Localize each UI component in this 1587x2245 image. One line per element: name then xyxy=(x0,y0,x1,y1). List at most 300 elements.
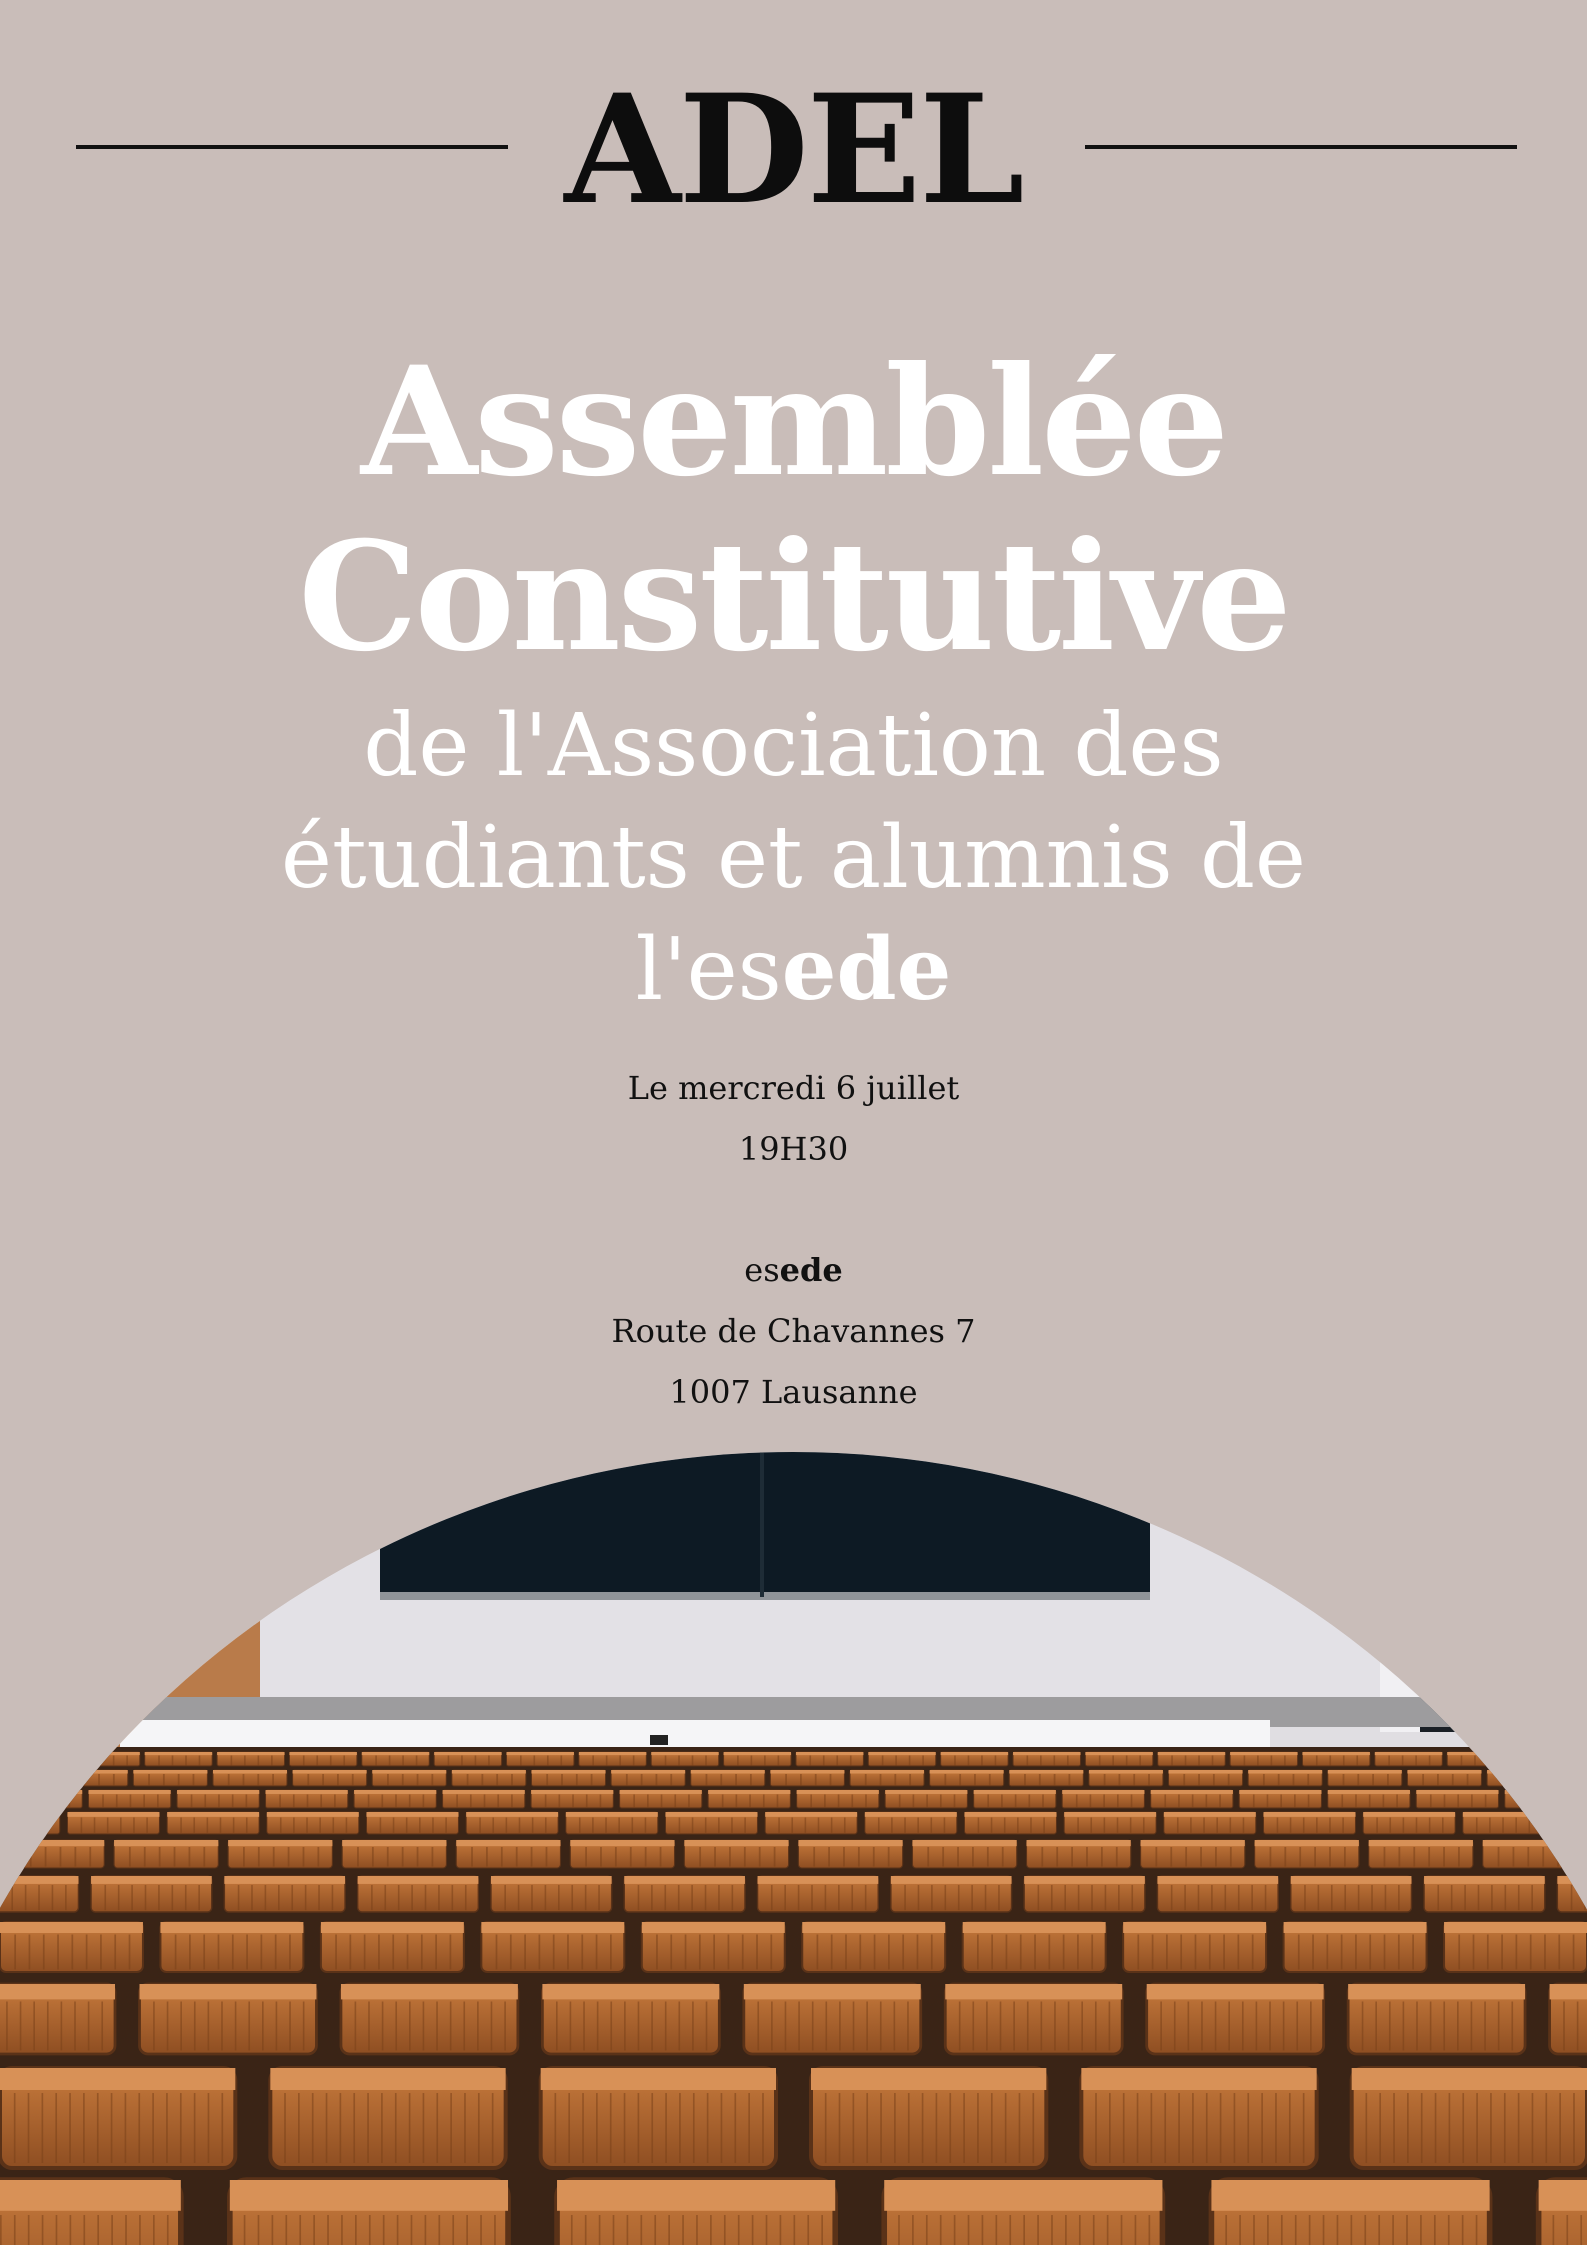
seat-slat xyxy=(1119,1774,1121,1785)
seat-slat xyxy=(1489,1818,1491,1833)
event-date: Le mercredi 6 juillet xyxy=(627,1069,960,1107)
seat-slat xyxy=(146,1818,148,1833)
seat-top-rail xyxy=(758,1876,879,1884)
seat-top-rail xyxy=(177,1790,259,1794)
seat-slat xyxy=(707,2093,709,2163)
seat-top-rail xyxy=(642,1922,785,1933)
seat-slat xyxy=(1178,1795,1180,1808)
seat-slat xyxy=(1529,1818,1531,1833)
seat-slat xyxy=(139,2215,141,2245)
seat-top-rail xyxy=(1081,2068,1316,2090)
seat-slat xyxy=(1032,2093,1034,2163)
seat-top-rail xyxy=(566,1812,658,1817)
seat-slat xyxy=(878,1818,880,1833)
seat-slat xyxy=(1402,1756,1404,1766)
seat-top-rail xyxy=(321,1922,464,1933)
seat-top-rail xyxy=(342,1840,446,1846)
seat-top-rail xyxy=(1158,1752,1225,1755)
seat-top-rail xyxy=(770,1770,844,1774)
seat-slat xyxy=(494,2215,496,2245)
seat-slat xyxy=(221,2002,223,2051)
seat-slat xyxy=(163,1774,165,1785)
seat-slat xyxy=(1170,1847,1172,1867)
seat-slat xyxy=(86,1935,88,1970)
seat-slat xyxy=(1041,2002,1043,2051)
seat-slat xyxy=(1139,1756,1141,1766)
seat-top-rail xyxy=(228,1840,332,1846)
seat-slat xyxy=(303,1756,305,1766)
seat-slat xyxy=(477,2002,479,2051)
seat-slat xyxy=(1504,2093,1506,2163)
seat-slat xyxy=(1542,1818,1544,1833)
seat-slat xyxy=(1398,1935,1400,1970)
seat-slat xyxy=(1369,1795,1371,1808)
seat-top-rail xyxy=(964,1812,1056,1817)
seat-slat xyxy=(706,2002,708,2051)
seat-slat xyxy=(258,2215,260,2245)
seat-slat xyxy=(692,1818,694,1833)
seat-slat xyxy=(865,1795,867,1808)
seat-slat xyxy=(918,1885,920,1910)
seat-slat xyxy=(907,2002,909,2051)
seat-slat xyxy=(70,2215,72,2245)
seat-top-rail xyxy=(0,1840,104,1846)
seat-slat xyxy=(1206,1795,1208,1808)
seat-slat xyxy=(185,1885,187,1910)
seat-slat xyxy=(805,1818,807,1833)
header-rule-right xyxy=(1085,145,1517,149)
seat-slat xyxy=(1487,1935,1489,1970)
seat-slat xyxy=(944,1818,946,1833)
seat-slat xyxy=(1443,1847,1445,1867)
seat-slat xyxy=(654,2215,656,2245)
seat-slat xyxy=(406,1818,408,1833)
seat-slat xyxy=(982,2215,984,2245)
seat-slat xyxy=(416,1756,418,1766)
seat-top-rail xyxy=(684,1840,788,1846)
seat-top-rail xyxy=(0,1984,115,1999)
seat-top-rail xyxy=(452,1770,526,1774)
seat-slat xyxy=(1303,2093,1305,2163)
seat-slat xyxy=(467,1774,469,1785)
seat-top-rail xyxy=(456,1840,560,1846)
seat-slat xyxy=(238,1885,240,1910)
seat-slat xyxy=(55,1795,57,1808)
seat-slat xyxy=(276,2002,278,2051)
seat-slat xyxy=(1448,2215,1450,2245)
seat-slat xyxy=(193,1818,195,1833)
seat-top-rail xyxy=(865,1812,957,1817)
seat-top-rail xyxy=(434,1752,501,1755)
seat-slat xyxy=(20,2002,22,2051)
seat-slat xyxy=(571,2215,573,2245)
seat-slat xyxy=(665,2002,667,2051)
seat-slat xyxy=(968,1756,970,1766)
seat-slat xyxy=(1151,2093,1153,2163)
seat-top-rail xyxy=(1424,1876,1545,1884)
seat-slat xyxy=(1342,1818,1344,1833)
seat-slat xyxy=(279,1795,281,1808)
seat-top-rail xyxy=(765,1812,857,1817)
seat-slat xyxy=(1093,2215,1095,2245)
seat-slat xyxy=(289,1935,291,1970)
seat-slat xyxy=(1428,1847,1430,1867)
seat-slat xyxy=(407,1935,409,1970)
seat-slat xyxy=(130,1795,132,1808)
seat-slat xyxy=(27,1756,29,1766)
subtitle-line-3-prefix: l'es xyxy=(635,920,782,1020)
seat-slat xyxy=(1329,1756,1331,1766)
seat-slat xyxy=(1091,1885,1093,1910)
seat-slat xyxy=(101,2002,103,2051)
seat-slat xyxy=(1467,1774,1469,1785)
seat-slat xyxy=(1464,1885,1466,1910)
seat-slat xyxy=(1429,1818,1431,1833)
seat-slat xyxy=(585,1847,587,1867)
seat-slat xyxy=(45,1847,47,1867)
seat-slat xyxy=(395,2002,397,2051)
seat-top-rail xyxy=(0,1922,143,1933)
seat-slat xyxy=(1185,1847,1187,1867)
seat-slat xyxy=(94,1818,96,1833)
seat-slat xyxy=(539,1935,541,1970)
seat-slat xyxy=(436,2002,438,2051)
seat-slat xyxy=(1095,2002,1097,2051)
seat-slat xyxy=(1434,2215,1436,2245)
seat-slat xyxy=(1219,1795,1221,1808)
seat-slat xyxy=(1560,1756,1562,1766)
seat-slat xyxy=(387,1774,389,1785)
seat-slat xyxy=(971,1885,973,1910)
seat-slat xyxy=(880,2002,882,2051)
seat-top-rail xyxy=(1024,1876,1145,1884)
seat-slat xyxy=(1458,1847,1460,1867)
seat-slat xyxy=(30,1847,32,1867)
seat-top-rail xyxy=(1169,1770,1243,1774)
seat-top-rail xyxy=(1264,1812,1356,1817)
seat-slat xyxy=(610,2093,612,2163)
seat-slat xyxy=(1077,1935,1079,1970)
seat-slat xyxy=(699,1935,701,1970)
seat-slat xyxy=(981,1756,983,1766)
seat-slat xyxy=(1574,1756,1576,1766)
seat-slat xyxy=(728,1935,730,1970)
seat-back xyxy=(0,1812,60,1834)
seat-slat xyxy=(312,2093,314,2163)
seat-slat xyxy=(1039,1774,1041,1785)
location-street: Route de Chavannes 7 xyxy=(611,1312,976,1350)
event-datetime xyxy=(0,1058,1587,1180)
seat-slat xyxy=(1329,1818,1331,1833)
seat-slat xyxy=(180,2002,182,2051)
seat-slat xyxy=(235,2002,237,2051)
seat-top-rail xyxy=(811,2068,1046,2090)
seat-slat xyxy=(1271,1756,1273,1766)
seat-slat xyxy=(1462,2093,1464,2163)
seat-slat xyxy=(432,1818,434,1833)
seat-slat xyxy=(1192,2093,1194,2163)
seat-slat xyxy=(368,2002,370,2051)
seat-slat xyxy=(596,2093,598,2163)
seat-slat xyxy=(1143,1818,1145,1833)
seat-slat xyxy=(1253,1795,1255,1808)
seat-slat xyxy=(1183,1774,1185,1785)
seat-slat xyxy=(111,2093,113,2163)
seat-slat xyxy=(180,1818,182,1833)
seat-slat xyxy=(194,2093,196,2163)
location-city: 1007 Lausanne xyxy=(669,1373,918,1411)
seat-top-rail xyxy=(491,1876,612,1884)
seat-slat xyxy=(353,2093,355,2163)
seat-slat xyxy=(1388,1756,1390,1766)
seat-slat xyxy=(724,2215,726,2245)
seat-slat xyxy=(208,2093,210,2163)
seat-slat xyxy=(737,1756,739,1766)
seat-slat xyxy=(488,1756,490,1766)
seat-slat xyxy=(531,1885,533,1910)
seat-slat xyxy=(917,1818,919,1833)
seat-slat xyxy=(699,1847,701,1867)
subtitle-line-2: étudiants et alumnis de xyxy=(281,808,1306,908)
seat-slat xyxy=(42,2093,44,2163)
seat-slat xyxy=(1442,1818,1444,1833)
seat-slat xyxy=(218,1795,220,1808)
seat-slat xyxy=(959,1774,961,1785)
seat-slat xyxy=(823,1756,825,1766)
seat-slat xyxy=(679,1818,681,1833)
seat-slat xyxy=(29,1935,31,1970)
seat-slat xyxy=(1378,2215,1380,2245)
seat-slat xyxy=(843,1847,845,1867)
seat-slat xyxy=(1485,1795,1487,1808)
seat-slat xyxy=(1002,1847,1004,1867)
seat-top-rail xyxy=(1151,1790,1233,1794)
seat-slat xyxy=(409,1795,411,1808)
seat-slat xyxy=(1051,1885,1053,1910)
seat-slat xyxy=(968,2215,970,2245)
seat-slat xyxy=(749,1795,751,1808)
seat-top-rail xyxy=(1483,1840,1587,1846)
seat-top-rail xyxy=(797,1790,879,1794)
seat-slat xyxy=(246,1935,248,1970)
seat-slat xyxy=(340,2093,342,2163)
seat-slat xyxy=(660,1847,662,1867)
seat-slat xyxy=(1517,1774,1519,1785)
seat-slat xyxy=(1225,2215,1227,2245)
seat-slat xyxy=(1099,1756,1101,1766)
seat-slat xyxy=(369,2215,371,2245)
seat-slat xyxy=(1358,1885,1360,1910)
seat-slat xyxy=(894,2093,896,2163)
seat-slat xyxy=(838,1885,840,1910)
seat-slat xyxy=(674,1795,676,1808)
seat-slat xyxy=(785,2002,787,2051)
seat-slat xyxy=(1020,1935,1022,1970)
seat-slat xyxy=(1079,2215,1081,2245)
seat-slat xyxy=(208,2002,210,2051)
seat-slat xyxy=(895,1756,897,1766)
seat-slat xyxy=(496,1774,498,1785)
seat-slat xyxy=(1263,1774,1265,1785)
seat-slat xyxy=(738,2215,740,2245)
seat-slat xyxy=(1081,2002,1083,2051)
seat-slat xyxy=(668,2215,670,2245)
seat-slat xyxy=(330,1756,332,1766)
seat-slat xyxy=(581,1935,583,1970)
seat-slat xyxy=(129,1847,131,1867)
seat-slat xyxy=(203,1847,205,1867)
seat-slat xyxy=(436,2093,438,2163)
seat-slat xyxy=(909,1774,911,1785)
seat-slat xyxy=(431,1774,433,1785)
seat-slat xyxy=(1155,1847,1157,1867)
seat-slat xyxy=(705,1756,707,1766)
seat-slat xyxy=(1109,2002,1111,2051)
seat-slat xyxy=(4,1774,6,1785)
seat-slat xyxy=(207,1818,209,1833)
seat-slat xyxy=(682,2215,684,2245)
seat-top-rail xyxy=(1369,1840,1473,1846)
seat-slat xyxy=(71,1935,73,1970)
seat-slat xyxy=(1518,1795,1520,1808)
seat-slat xyxy=(839,2093,841,2163)
seat-slat xyxy=(927,1847,929,1867)
seat-slat xyxy=(100,1935,102,1970)
seat-slat xyxy=(83,2093,85,2163)
seat-slat xyxy=(478,2093,480,2163)
seat-slat xyxy=(61,2002,63,2051)
seat-slat xyxy=(1531,1774,1533,1785)
seat-top-rail xyxy=(798,1840,902,1846)
seat-top-rail xyxy=(802,1922,945,1933)
seat-slat xyxy=(931,1885,933,1910)
seat-slat xyxy=(423,1795,425,1808)
seat-slat xyxy=(922,1756,924,1766)
seat-slat xyxy=(83,1774,85,1785)
seat-slat xyxy=(1430,1795,1432,1808)
seat-slat xyxy=(888,1847,890,1867)
seat-slat xyxy=(571,1885,573,1910)
seat-slat xyxy=(748,2093,750,2163)
seat-slat xyxy=(194,2002,196,2051)
seat-slat xyxy=(1389,1818,1391,1833)
seat-slat xyxy=(397,2215,399,2245)
seat-slat xyxy=(839,2002,841,2051)
seat-slat xyxy=(692,2002,694,2051)
seat-top-rail xyxy=(1567,1770,1587,1774)
seat-slat xyxy=(145,1885,147,1910)
seat-slat xyxy=(1001,1795,1003,1808)
seat-slat xyxy=(729,1847,731,1867)
seat-top-rail xyxy=(224,1876,345,1884)
seat-slat xyxy=(15,1847,17,1867)
seat-slat xyxy=(555,2093,557,2163)
seat-slat xyxy=(1149,2215,1151,2245)
seat-slat xyxy=(1206,2093,1208,2163)
seat-slat xyxy=(69,2093,71,2163)
seat-slat xyxy=(1471,2002,1473,2051)
seat-slat xyxy=(293,1795,295,1808)
seat-slat xyxy=(1152,1935,1154,1970)
seat-top-rail xyxy=(1255,1840,1359,1846)
seat-slat xyxy=(14,2093,16,2163)
seat-top-rail xyxy=(963,1922,1106,1933)
seat-top-rail xyxy=(1505,1790,1587,1794)
seat-slat xyxy=(664,1885,666,1910)
seat-slat xyxy=(850,1756,852,1766)
seat-slat xyxy=(193,1774,195,1785)
seat-slat xyxy=(382,2002,384,2051)
seat-slat xyxy=(1299,1847,1301,1867)
seat-slat xyxy=(1314,1847,1316,1867)
seat-slat xyxy=(531,1847,533,1867)
seat-slat xyxy=(243,1774,245,1785)
seat-top-rail xyxy=(114,1840,218,1846)
seat-slat xyxy=(613,2215,615,2245)
seat-top-rail xyxy=(1291,1876,1412,1884)
seat-slat xyxy=(1027,1756,1029,1766)
seat-slat xyxy=(1379,2093,1381,2163)
seat-slat xyxy=(936,2093,938,2163)
seat-slat xyxy=(220,1818,222,1833)
seat-slat xyxy=(506,1818,508,1833)
seat-slat xyxy=(524,1935,526,1970)
seat-slat xyxy=(633,1795,635,1808)
seat-slat xyxy=(810,1795,812,1808)
seat-slat xyxy=(271,1756,273,1766)
seat-slat xyxy=(560,1756,562,1766)
seat-slat xyxy=(1164,2093,1166,2163)
seat-slat xyxy=(1511,2002,1513,2051)
seat-slat xyxy=(736,1795,738,1808)
seat-slat xyxy=(734,2093,736,2163)
seat-slat xyxy=(1323,2215,1325,2245)
seat-top-rail xyxy=(796,1752,863,1755)
seat-top-rail xyxy=(1328,1770,1402,1774)
seat-top-rail xyxy=(1239,1790,1321,1794)
seat-slat xyxy=(1451,1885,1453,1910)
seat-top-rail xyxy=(1164,1812,1256,1817)
seat-slat xyxy=(1293,1774,1295,1785)
seat-top-rail xyxy=(0,1770,48,1774)
location-name xyxy=(0,1240,1587,1301)
seat-slat xyxy=(272,2215,274,2245)
seat-back xyxy=(1487,1770,1561,1786)
seat-slat xyxy=(1421,2093,1423,2163)
seat-slat xyxy=(1004,1818,1006,1833)
seat-slat xyxy=(448,1756,450,1766)
seat-slat xyxy=(432,1847,434,1867)
seat-top-rail xyxy=(0,2180,181,2211)
seat-slat xyxy=(1413,1847,1415,1867)
seat-slat xyxy=(785,1774,787,1785)
seat-slat xyxy=(158,1885,160,1910)
seat-slat xyxy=(1571,1885,1573,1910)
seat-slat xyxy=(954,2215,956,2245)
seat-slat xyxy=(1054,1774,1056,1785)
page-title xyxy=(0,335,1587,685)
seat-slat xyxy=(175,1935,177,1970)
seat-slat xyxy=(800,1774,802,1785)
seat-slat xyxy=(678,1885,680,1910)
seat-slat xyxy=(553,1935,555,1970)
seat-top-rail xyxy=(557,2180,835,2211)
seat-slat xyxy=(794,2215,796,2245)
seat-top-rail xyxy=(1027,1840,1131,1846)
seat-slat xyxy=(831,1935,833,1970)
seat-slat xyxy=(691,1885,693,1910)
seat-slat xyxy=(1133,1774,1135,1785)
